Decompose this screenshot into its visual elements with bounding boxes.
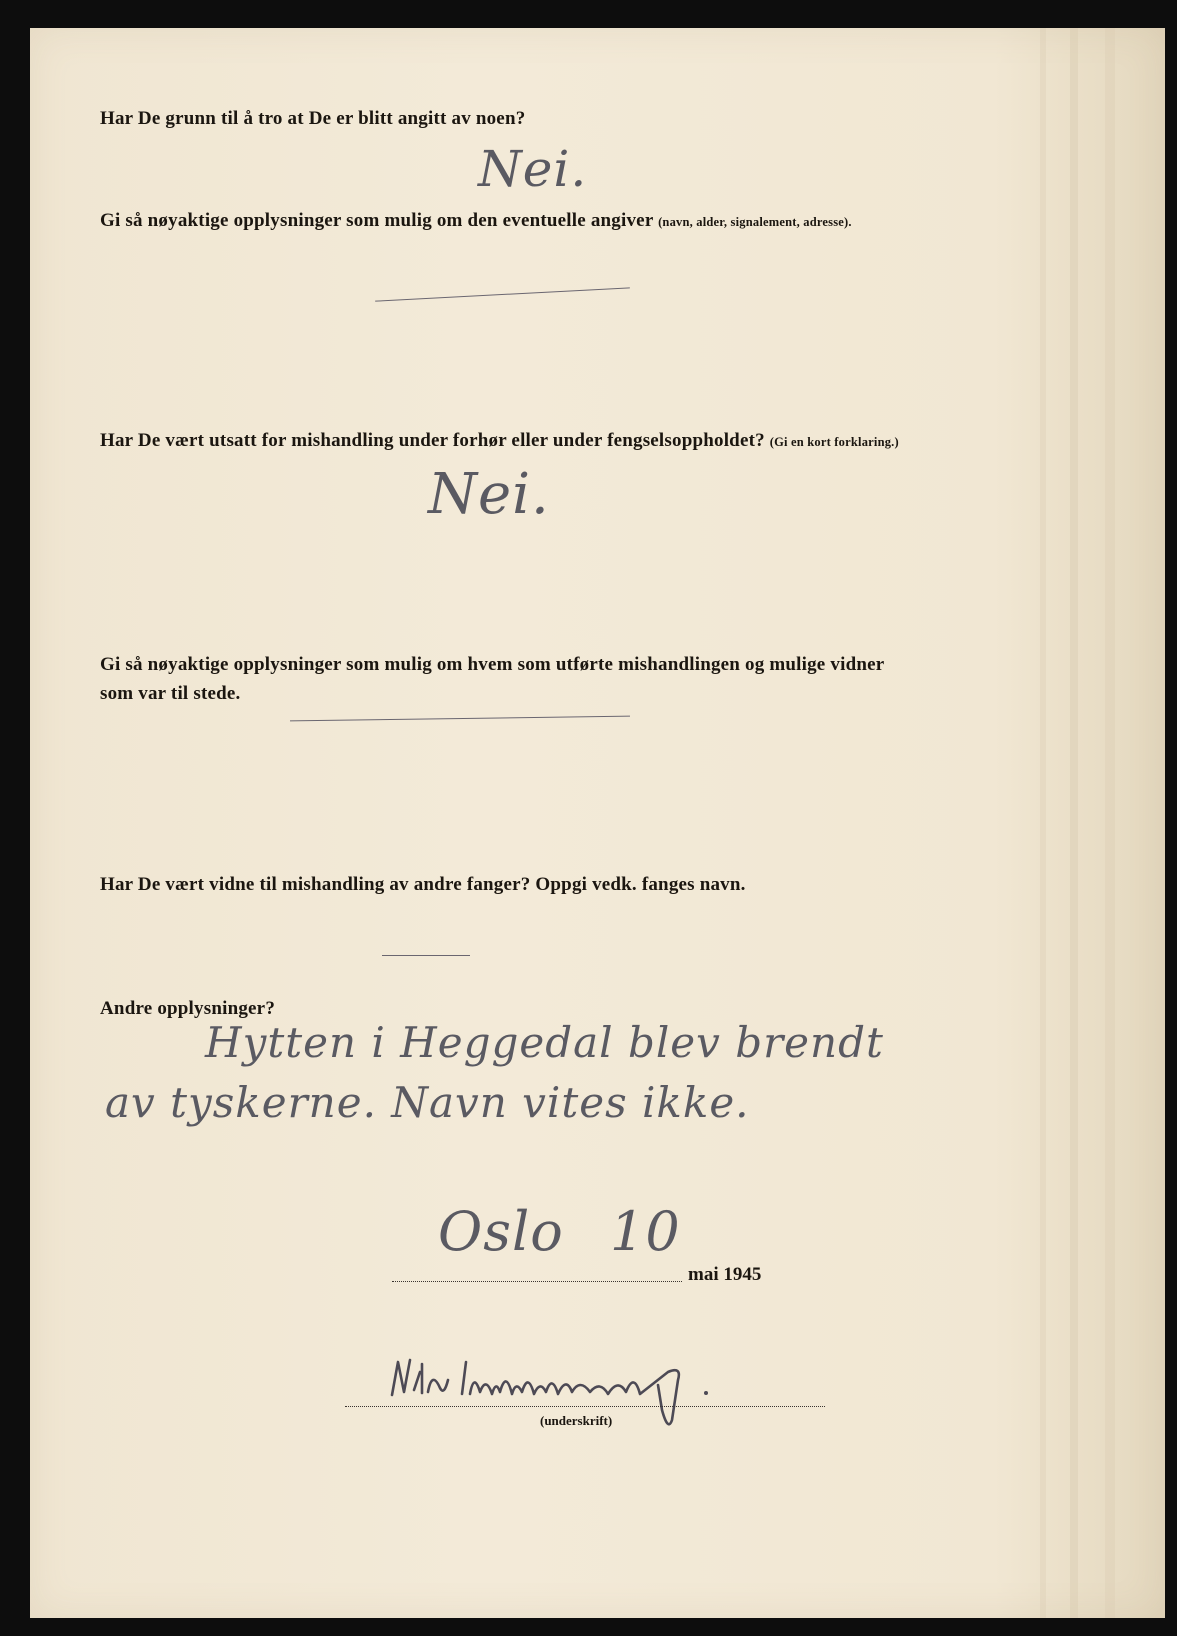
question-perpetrators-line2: som var til stede. — [100, 683, 241, 704]
question-other-info: Andre opplysninger? — [100, 998, 276, 1019]
question-mistreatment-note: (Gi en kort forklaring.) — [769, 435, 899, 449]
signature-dotted-line — [345, 1406, 825, 1407]
question-mistreatment-main: Har De vært utsatt for mishandling under forhør eller under fengselsoppholdet? — [100, 430, 765, 451]
question-witness: Har De vært vidne til mishandling av andre fanger? Oppgi vedk. fanges navn. — [100, 874, 746, 895]
question-perpetrators-line1: Gi så nøyaktige opplysninger som mulig om hvem som utførte mishandlingen og mulige vidner — [100, 654, 885, 675]
question-informer-main: Gi så nøyaktige opplysninger som mulig om den eventuelle angiver — [100, 210, 654, 231]
answer-mistreatment: Nei. — [428, 462, 550, 527]
signature-label: (underskrift) — [540, 1413, 613, 1428]
date-month-year: mai 1945 — [688, 1264, 762, 1285]
date-day: 10 — [610, 1200, 681, 1263]
question-informer-note: (navn, alder, signalement, adresse). — [658, 215, 852, 229]
answer-other-info-line1: Hytten i Heggedal blev brendt — [205, 1018, 884, 1067]
date-place: Oslo — [438, 1200, 564, 1263]
answer-other-info-line2: av tyskerne. Navn vites ikke. — [105, 1078, 750, 1127]
question-denounced: Har De grunn til å tro at De er blitt angitt av noen? — [100, 108, 526, 129]
answer-denounced: Nei. — [478, 140, 588, 198]
